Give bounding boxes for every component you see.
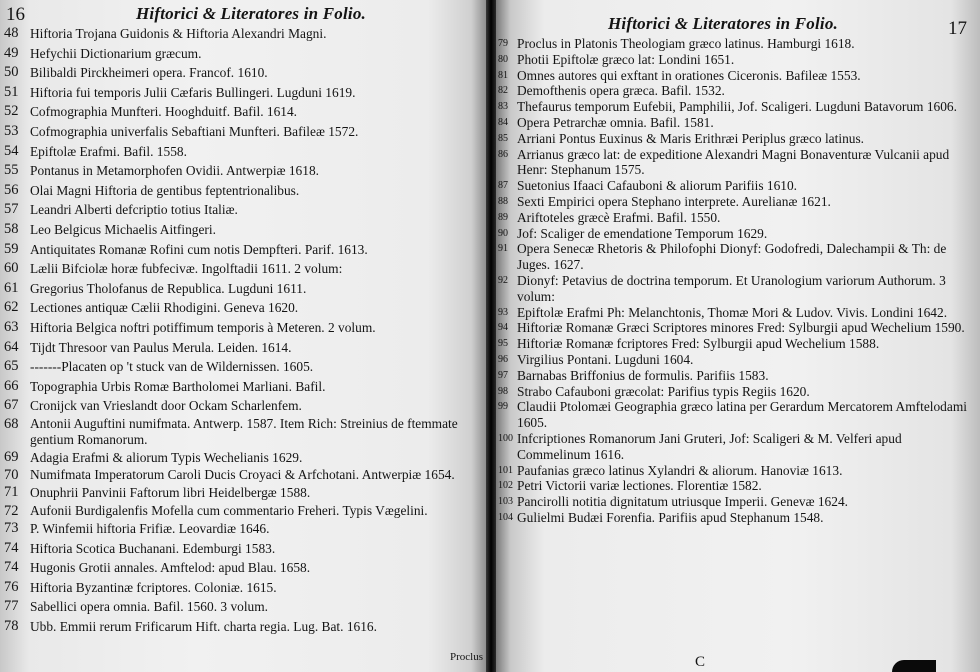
entry-number: 83 — [498, 101, 508, 113]
catalog-entry — [498, 336, 978, 352]
entry-text: Infcriptiones Romanorum Jani Gruteri, Jof: Scaligeri & M. Velferi apud Commelinum 1616. — [517, 430, 902, 462]
entry-text: Bilibaldi Pirckheimeri opera. Francof. 1610. — [30, 65, 268, 81]
catalog-entry — [4, 24, 484, 44]
entry-number: 54 — [4, 142, 19, 159]
catalog-entry — [498, 431, 978, 463]
entry-text: Epiftolæ Erafmi Ph: Melanchtonis, Thomæ Mori & Ludov. Vivis. Londini 1642. — [517, 304, 948, 320]
entry-number: 93 — [498, 306, 508, 318]
entry-text: Lælii Bifciolæ horæ fubfecivæ. Ingolftadii 1611. 2 volum: — [30, 261, 343, 277]
entry-text: Antonii Auguftini numifmata. Antwerp. 1587. Item Rich: Streinius de ftemmate gentium Romanorum. — [30, 415, 458, 447]
entry-text: Hiftoriæ Romanæ fcriptores Fred: Sylburgii apud Wechelium 1588. — [517, 336, 880, 352]
page-corner — [892, 660, 936, 672]
catalog-entry — [4, 240, 484, 260]
entry-number: 95 — [498, 338, 508, 350]
entry-number: 88 — [498, 195, 508, 207]
entry-number: 104 — [498, 511, 513, 523]
catalog-entry — [4, 617, 484, 637]
entry-number: 55 — [4, 162, 19, 179]
entry-number: 71 — [4, 484, 19, 501]
left-entry-list — [4, 24, 484, 637]
entry-number: 78 — [4, 618, 19, 635]
entry-text: Barnabas Briffonius de formulis. Parifiis 1583. — [517, 367, 769, 383]
entry-text: Proclus in Platonis Theologiam græco latinus. Hamburgi 1618. — [517, 36, 855, 51]
catalog-entry — [498, 494, 978, 510]
catalog-entry — [4, 200, 484, 220]
catalog-entry — [4, 503, 484, 519]
entry-number: 89 — [498, 211, 508, 223]
entry-number: 99 — [498, 401, 508, 413]
entry-text: Paufanias græco latinus Xylandri & aliorum. Hanoviæ 1613. — [517, 462, 843, 478]
catalog-entry — [4, 338, 484, 358]
catalog-entry — [4, 63, 484, 83]
entry-text: Gregorius Tholofanus de Republica. Lugduni 1611. — [30, 280, 307, 296]
catalog-entry — [4, 318, 484, 338]
entry-text: Sexti Empirici opera Stephano interprete. Aurelianæ 1621. — [517, 193, 831, 209]
entry-text: Hiftoria Scotica Buchanani. Edemburgi 1583. — [30, 540, 276, 556]
entry-number: 68 — [4, 415, 19, 432]
entry-text: -------Placaten op 't stuck van de Wildernissen. 1605. — [30, 359, 314, 375]
entry-text: Leandri Alberti defcriptio totius Italiæ. — [30, 202, 238, 218]
entry-text: Hefychii Dictionarium græcum. — [30, 45, 202, 61]
entry-text: Olai Magni Hiftoria de gentibus feptentrionalibus. — [30, 182, 300, 198]
catalog-entry — [4, 448, 484, 468]
entry-text: Petri Victorii variæ lectiones. Florentiæ 1582. — [517, 478, 762, 494]
catalog-entry — [4, 483, 484, 503]
catalog-entry — [4, 259, 484, 279]
entry-number: 56 — [4, 181, 19, 198]
entry-number: 102 — [498, 480, 513, 492]
entry-number: 66 — [4, 377, 19, 394]
catalog-entry — [498, 463, 978, 479]
entry-text: Numifmata Imperatorum Caroli Ducis Croyaci & Arfchotani. Antwerpiæ 1654. — [30, 467, 455, 483]
entry-number: 62 — [4, 299, 19, 316]
entry-number: 69 — [4, 448, 19, 465]
catalog-entry — [498, 510, 978, 526]
entry-number: 59 — [4, 240, 19, 257]
entry-number: 81 — [498, 69, 508, 81]
left-running-header: Hiftorici & Literatores in Folio. — [136, 4, 366, 23]
entry-number: 53 — [4, 122, 19, 139]
catalog-entry — [498, 194, 978, 210]
entry-text: Dionyf: Petavius de doctrina temporum. Et Uranologium variorum Authorum. 3 volum: — [517, 272, 946, 304]
catalog-entry — [4, 279, 484, 299]
right-running-header: Hiftorici & Literatores in Folio. — [608, 14, 838, 33]
catalog-entry — [498, 305, 978, 321]
entry-text: Ariftoteles græcè Erafmi. Bafil. 1550. — [517, 209, 721, 225]
entry-text: Leo Belgicus Michaelis Aitfingeri. — [30, 221, 216, 237]
entry-text: Sabellici opera omnia. Bafil. 1560. 3 volum. — [30, 599, 269, 615]
entry-text: Virgilius Pontani. Lugduni 1604. — [517, 351, 694, 367]
entry-number: 84 — [498, 116, 508, 128]
entry-number: 98 — [498, 385, 508, 397]
catalog-entry — [498, 147, 978, 179]
entry-text: Aufonii Burdigalenfis Mofella cum commentario Freheri. Typis Vægelini. — [30, 503, 428, 519]
catalog-entry — [498, 99, 978, 115]
catalog-entry — [4, 558, 484, 578]
entry-text: Demofthenis opera græca. Bafil. 1532. — [517, 83, 725, 99]
catalog-entry — [4, 467, 484, 483]
catalog-entry — [498, 478, 978, 494]
entry-number: 87 — [498, 180, 508, 192]
entry-number: 70 — [4, 467, 19, 484]
catalog-entry — [498, 320, 978, 336]
catalog-entry — [4, 416, 484, 448]
entry-text: Epiftolæ Erafmi. Bafil. 1558. — [30, 143, 187, 159]
catalog-entry — [4, 539, 484, 559]
catalog-entry — [4, 597, 484, 617]
entry-text: Claudii Ptolomæi Geographia græco latina per Gerardum Mercatorem Amftelodami 1605. — [517, 399, 967, 431]
entry-text: Thefaurus temporum Eufebii, Pamphilii, Jof. Scaligeri. Lugduni Batavorum 1606. — [517, 99, 957, 115]
entry-number: 82 — [498, 85, 508, 97]
catalog-entry — [498, 83, 978, 99]
entry-text: Arriani Pontus Euxinus & Maris Erithræi Periplus græco latinus. — [517, 130, 865, 146]
entry-text: Cronijck van Vrieslandt door Ockam Scharlenfem. — [30, 398, 302, 414]
entry-text: Opera Senecæ Rhetoris & Philofophi Dionyf: Godofredi, Dalechampii & Th: de Juges. 1627. — [517, 241, 947, 273]
catalog-entry — [498, 399, 978, 431]
catalog-entry — [498, 52, 978, 68]
entry-text: Ubb. Emmii rerum Frificarum Hift. charta regia. Lug. Bat. 1616. — [30, 619, 377, 635]
entry-number: 50 — [4, 64, 19, 81]
catalog-entry — [4, 122, 484, 142]
entry-text: Opera Petrarchæ omnia. Bafil. 1581. — [517, 114, 714, 130]
catalog-entry — [4, 220, 484, 240]
entry-number: 76 — [4, 578, 19, 595]
right-entry-list — [498, 36, 978, 526]
entry-number: 63 — [4, 318, 19, 335]
entry-number: 49 — [4, 44, 19, 61]
catchword: Proclus — [450, 651, 483, 663]
entry-number: 79 — [498, 38, 508, 49]
entry-number: 74 — [4, 539, 19, 556]
entry-number: 103 — [498, 496, 513, 508]
catalog-entry — [4, 102, 484, 122]
entry-number: 48 — [4, 25, 19, 41]
entry-text: Lectiones antiquæ Cælii Rhodigini. Geneva 1620. — [30, 300, 299, 316]
left-page — [0, 0, 486, 672]
entry-text: Onuphrii Panvinii Faftorum libri Heidelbergæ 1588. — [30, 485, 311, 501]
entry-number: 61 — [4, 279, 19, 296]
entry-number: 77 — [4, 598, 19, 615]
entry-number: 57 — [4, 201, 19, 218]
entry-number: 85 — [498, 132, 508, 144]
entry-text: Hiftoria Trojana Guidonis & Hiftoria Alexandri Magni. — [30, 26, 327, 41]
entry-text: P. Winfemii hiftoria Frifiæ. Leovardiæ 1646. — [30, 521, 270, 537]
entry-text: Antiquitates Romanæ Rofini cum notis Dempfteri. Parif. 1613. — [30, 241, 368, 257]
entry-text: Hiftoria Belgica noftri potiffimum temporis à Meteren. 2 volum. — [30, 319, 376, 335]
entry-number: 91 — [498, 243, 508, 255]
entry-number: 58 — [4, 220, 19, 237]
catalog-entry — [498, 115, 978, 131]
signature-mark: C — [695, 654, 706, 670]
catalog-entry — [4, 396, 484, 416]
catalog-entry — [4, 142, 484, 162]
catalog-entry — [4, 44, 484, 64]
entry-number: 94 — [498, 322, 508, 334]
entry-number: 80 — [498, 53, 508, 65]
entry-text: Hugonis Grotii annales. Amftelod: apud Blau. 1658. — [30, 560, 311, 576]
catalog-entry — [498, 384, 978, 400]
entry-number: 97 — [498, 369, 508, 381]
catalog-entry — [498, 68, 978, 84]
entry-text: Pancirolli notitia dignitatum utriusque Imperii. Genevæ 1624. — [517, 494, 848, 510]
catalog-entry — [4, 298, 484, 318]
entry-number: 60 — [4, 260, 19, 277]
catalog-entry — [4, 578, 484, 598]
entry-text: Gulielmi Budæi Forenfia. Parifiis apud Stephanum 1548. — [517, 509, 824, 525]
entry-number: 67 — [4, 397, 19, 414]
right-page — [496, 0, 980, 672]
entry-number: 92 — [498, 274, 508, 286]
catalog-entry — [498, 352, 978, 368]
right-page-number: 17 — [948, 18, 967, 39]
entry-text: Jof: Scaliger de emendatione Temporum 1629. — [517, 225, 768, 241]
entry-text: Cofmographia univerfalis Sebaftiani Munfteri. Bafileæ 1572. — [30, 123, 359, 139]
entry-number: 73 — [4, 520, 19, 537]
entry-text: Photii Epiftolæ græco lat: Londini 1651. — [517, 51, 735, 67]
catalog-entry — [4, 357, 484, 377]
entry-number: 86 — [498, 148, 508, 160]
entry-text: Suetonius Ifaaci Cafauboni & aliorum Parifiis 1610. — [517, 178, 798, 194]
entry-number: 72 — [4, 503, 19, 520]
catalog-entry — [4, 519, 484, 539]
catalog-entry — [4, 161, 484, 181]
catalog-entry — [4, 181, 484, 201]
catalog-entry — [498, 178, 978, 194]
catalog-entry — [498, 241, 978, 273]
catalog-entry — [498, 226, 978, 242]
entry-text: Adagia Erafmi & aliorum Typis Wechelianis 1629. — [30, 449, 303, 465]
entry-number: 65 — [4, 358, 19, 375]
book-gutter — [486, 0, 496, 672]
catalog-entry — [498, 210, 978, 226]
entry-text: Tijdt Thresoor van Paulus Merula. Leiden. 1614. — [30, 339, 292, 355]
entry-text: Topographia Urbis Romæ Bartholomei Marliani. Bafil. — [30, 378, 326, 394]
catalog-entry — [498, 273, 978, 305]
entry-text: Strabo Cafauboni græcolat: Parifius typis Regiis 1620. — [517, 383, 810, 399]
entry-text: Arrianus græco lat: de expeditione Alexandri Magni Bonaventuræ Vulcanii apud Henr: Stephanum 1575. — [517, 146, 950, 178]
entry-text: Hiftoria Byzantinæ fcriptores. Coloniæ. 1615. — [30, 579, 277, 595]
entry-text: Omnes autores qui exftant in orationes Ciceronis. Bafileæ 1553. — [517, 67, 861, 83]
catalog-entry — [498, 36, 978, 52]
catalog-entry — [4, 83, 484, 103]
entry-number: 74 — [4, 559, 19, 576]
catalog-entry — [498, 131, 978, 147]
catalog-entry — [498, 368, 978, 384]
entry-text: Hiftoria fui temporis Julii Cæfaris Bullingeri. Lugduni 1619. — [30, 84, 356, 100]
entry-number: 52 — [4, 103, 19, 120]
left-page-number: 16 — [6, 4, 25, 25]
entry-text: Pontanus in Metamorphofen Ovidii. Antwerpiæ 1618. — [30, 163, 319, 179]
entry-number: 51 — [4, 83, 19, 100]
entry-number: 100 — [498, 432, 513, 444]
catalog-entry — [4, 377, 484, 397]
entry-number: 96 — [498, 353, 508, 365]
entry-text: Hiftoriæ Romanæ Græci Scriptores minores Fred: Sylburgii apud Wechelium 1590. — [517, 320, 965, 336]
entry-number: 90 — [498, 227, 508, 239]
entry-text: Cofmographia Munfteri. Hooghduitf. Bafil. 1614. — [30, 104, 298, 120]
entry-number: 101 — [498, 464, 513, 476]
entry-number: 64 — [4, 338, 19, 355]
